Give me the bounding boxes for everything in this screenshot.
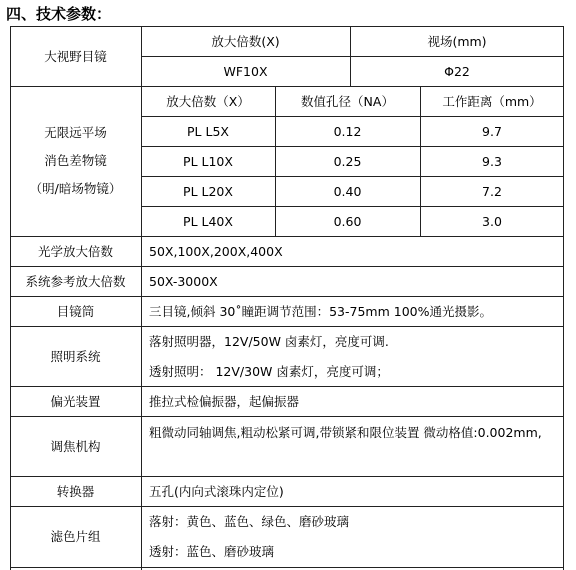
objective-label-line: （明/暗场物镜）: [29, 181, 122, 196]
spec-label-system-magnification: 系统参考放大倍数: [25, 273, 126, 289]
objective-label-line: 无限远平场: [44, 125, 107, 140]
spec-label-polarizer: 偏光装置: [50, 393, 101, 409]
eyepiece-header-field: 视场(mm): [427, 33, 487, 49]
objective-label: [10, 86, 141, 236]
objective-header-na: 数值孔径（NA）: [301, 93, 394, 109]
table-cell: 3.0: [482, 213, 502, 229]
table-cell: 0.40: [333, 183, 362, 199]
spec-label-eyepiece-tube: 目镜筒: [56, 303, 95, 319]
objective-header-wd: 工作距离（mm）: [442, 93, 542, 109]
spec-value-illumination-reflected: 落射照明器，12V/50W 卤素灯，亮度可调.: [149, 333, 389, 349]
spec-value-filters-transmitted: 透射：蓝色、磨砂玻璃: [149, 543, 275, 559]
eyepiece-value-field: Φ22: [444, 63, 470, 79]
eyepiece-value-magnification: WF10X: [223, 63, 268, 79]
spec-value-optical-magnification: 50X,100X,200X,400X: [149, 243, 283, 259]
table-cell: 0.12: [333, 123, 362, 139]
eyepiece-header-magnification: 放大倍数(X): [211, 33, 280, 49]
spec-value-illumination-transmitted: 透射照明： 12V/30W 卤素灯，亮度可调；: [149, 363, 389, 379]
table-cell: 9.7: [482, 123, 502, 139]
spec-label-optical-magnification: 光学放大倍数: [37, 243, 113, 259]
table-cell: 9.3: [482, 153, 502, 169]
spec-label-filters: 滤色片组: [50, 529, 101, 544]
spec-label-nosepiece: 转换器: [56, 483, 95, 499]
table-cell: 0.60: [333, 213, 362, 229]
table-cell: 0.25: [333, 153, 362, 169]
section-title: 四、技术参数：: [6, 5, 112, 23]
spec-value-system-magnification: 50X-3000X: [149, 273, 218, 289]
eyepiece-label: 大视野目镜: [44, 48, 107, 64]
spec-table: [10, 26, 564, 570]
spec-value-polarizer: 推拉式检偏振器，起偏振器: [149, 393, 300, 409]
spec-value-eyepiece-tube: 三目镜,倾斜 30˚瞳距调节范围：53-75mm 100%通光摄影。: [149, 303, 492, 319]
spec-label-illumination: 照明系统: [50, 348, 101, 364]
objective-label-line: 消色差物镜: [44, 153, 107, 168]
table-cell: PL L5X: [187, 123, 229, 139]
table-cell: PL L10X: [183, 153, 233, 169]
table-cell: 7.2: [482, 183, 502, 199]
table-cell: PL L40X: [183, 213, 233, 229]
spec-label-focusing: 调焦机构: [50, 438, 101, 454]
spec-value-nosepiece: 五孔(内向式滚珠内定位): [149, 483, 284, 499]
spec-value-filters-reflected: 落射：黄色、蓝色、绿色、磨砂玻璃: [149, 513, 350, 529]
spec-value-focusing: 粗微动同轴调焦,粗动松紧可调,带锁紧和限位装置 微动格值:0.002mm,: [149, 425, 542, 440]
table-cell: PL L20X: [183, 183, 233, 199]
objective-header-magnification: 放大倍数（X）: [166, 93, 250, 109]
